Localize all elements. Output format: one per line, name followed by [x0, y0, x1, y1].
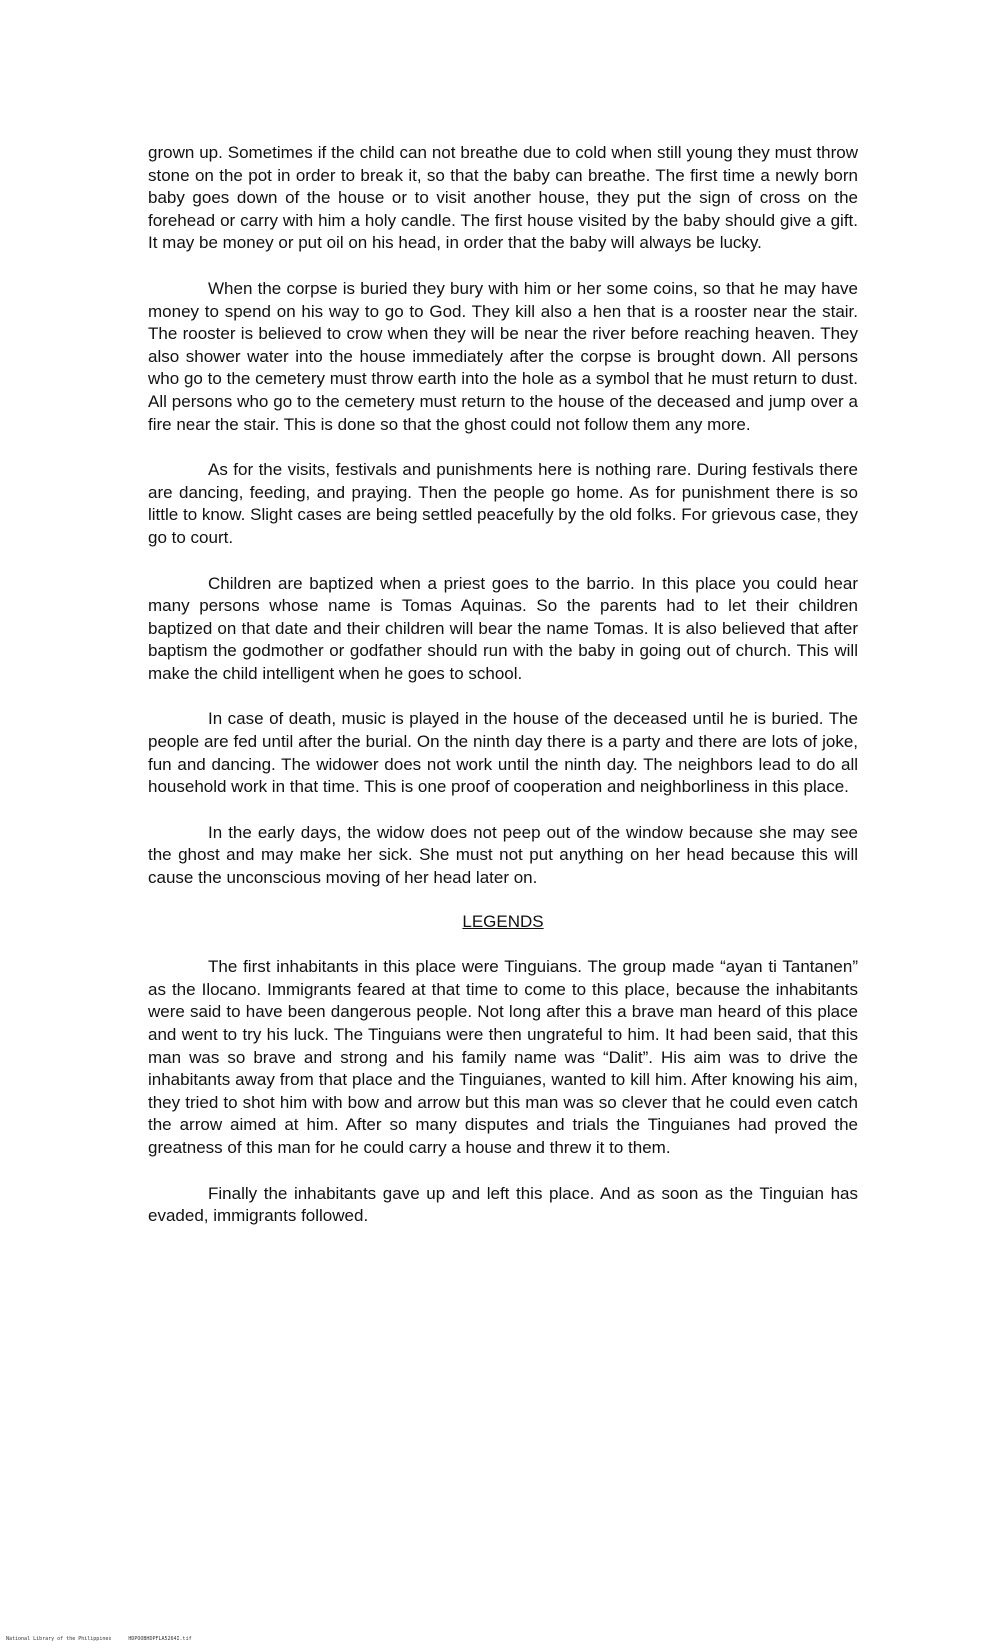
- paragraph-widow: In the early days, the widow does not peep out of the window because she may see the ghost and may make her sick. She must not put anything on her head because this will cause the unconscious moving of her head later on.: [148, 822, 858, 888]
- paragraph-legend-tinguians: The first inhabitants in this place were Tinguians. The group made “ayan ti Tantanen” as the Ilocano. Immigrants feared at that time to come to this place, because the inhabitants were said to have been dangerous people. Not long after this a brave man heard of this place and went to try his luck. The Tinguians were then ungrateful to him. It had been said, that this man was so brave and strong and his family name was “Dalit”. His aim was to drive the inhabitants away from that place and the Tinguianes, wanted to kill him. After knowing his aim, they tried to shot him with bow and arrow but this man was so clever that he could even catch the arrow aimed at him. After so many disputes and trials the Tinguianes had proved the greatness of this man for he could carry a house and threw it to them.: [148, 957, 858, 1157]
- paragraph-death: In case of death, music is played in the house of the deceased until he is buried. The people are fed until after the burial. On the ninth day there is a party and there are lots of joke, fun and dancing. The widower does not work until the ninth day. The neighbors lead to do all household work in that time. This is one proof of cooperation and neighborliness in this place.: [148, 709, 858, 797]
- paragraph-continued: grown up. Sometimes if the child can not breathe due to cold when still young they must throw stone on the pot in order to break it, so that the baby can breathe. The first time a newly born baby goes down of the house or to visit another house, they put the sign of cross on the forehead or carry with him a holy candle. The first house visited by the baby should give a gift. It may be money or put oil on his head, in order that the baby will always be lucky.: [148, 143, 858, 253]
- paragraph-festivals: As for the visits, festivals and punishments here is nothing rare. During festivals there are dancing, feeding, and praying. Then the people go home. As for punishment there is so little to know. Slight cases are being settled peacefully by the old folks. For grievous case, they go to court.: [148, 460, 858, 547]
- footer-code: HDPOOBHDPFLA5264I.tif: [128, 1636, 192, 1642]
- section-heading-legends: LEGENDS: [462, 911, 544, 931]
- paragraph-legend-ending: Finally the inhabitants gave up and left this place. And as soon as the Tinguian has evaded, immigrants followed.: [148, 1183, 858, 1226]
- document-body: [148, 142, 858, 1251]
- paragraph-baptism: Children are baptized when a priest goes to the barrio. In this place you could hear many persons whose name is Tomas Aquinas. So the parents had to let their children baptized on that date and their children will bear the name Tomas. It is also believed that after baptism the godmother or godfather should run with the baby in going out of church. This will make the child intelligent when he goes to school.: [148, 573, 858, 683]
- paragraph-burial: When the corpse is buried they bury with him or her some coins, so that he may have money to spend on his way to go to God. They kill also a hen that is a rooster near the stair. The rooster is believed to crow when they will be near the river before reaching heaven. They also shower water into the house immediately after the corpse is brought down. All persons who go to the cemetery must throw earth into the hole as a symbol that he must return to dust. All persons who go to the cemetery must return to the house of the deceased and jump over a fire near the stair. This is done so that the ghost could not follow them any more.: [148, 278, 858, 434]
- page-footer: [6, 1636, 206, 1642]
- footer-library: National Library of the Philippines: [6, 1636, 112, 1642]
